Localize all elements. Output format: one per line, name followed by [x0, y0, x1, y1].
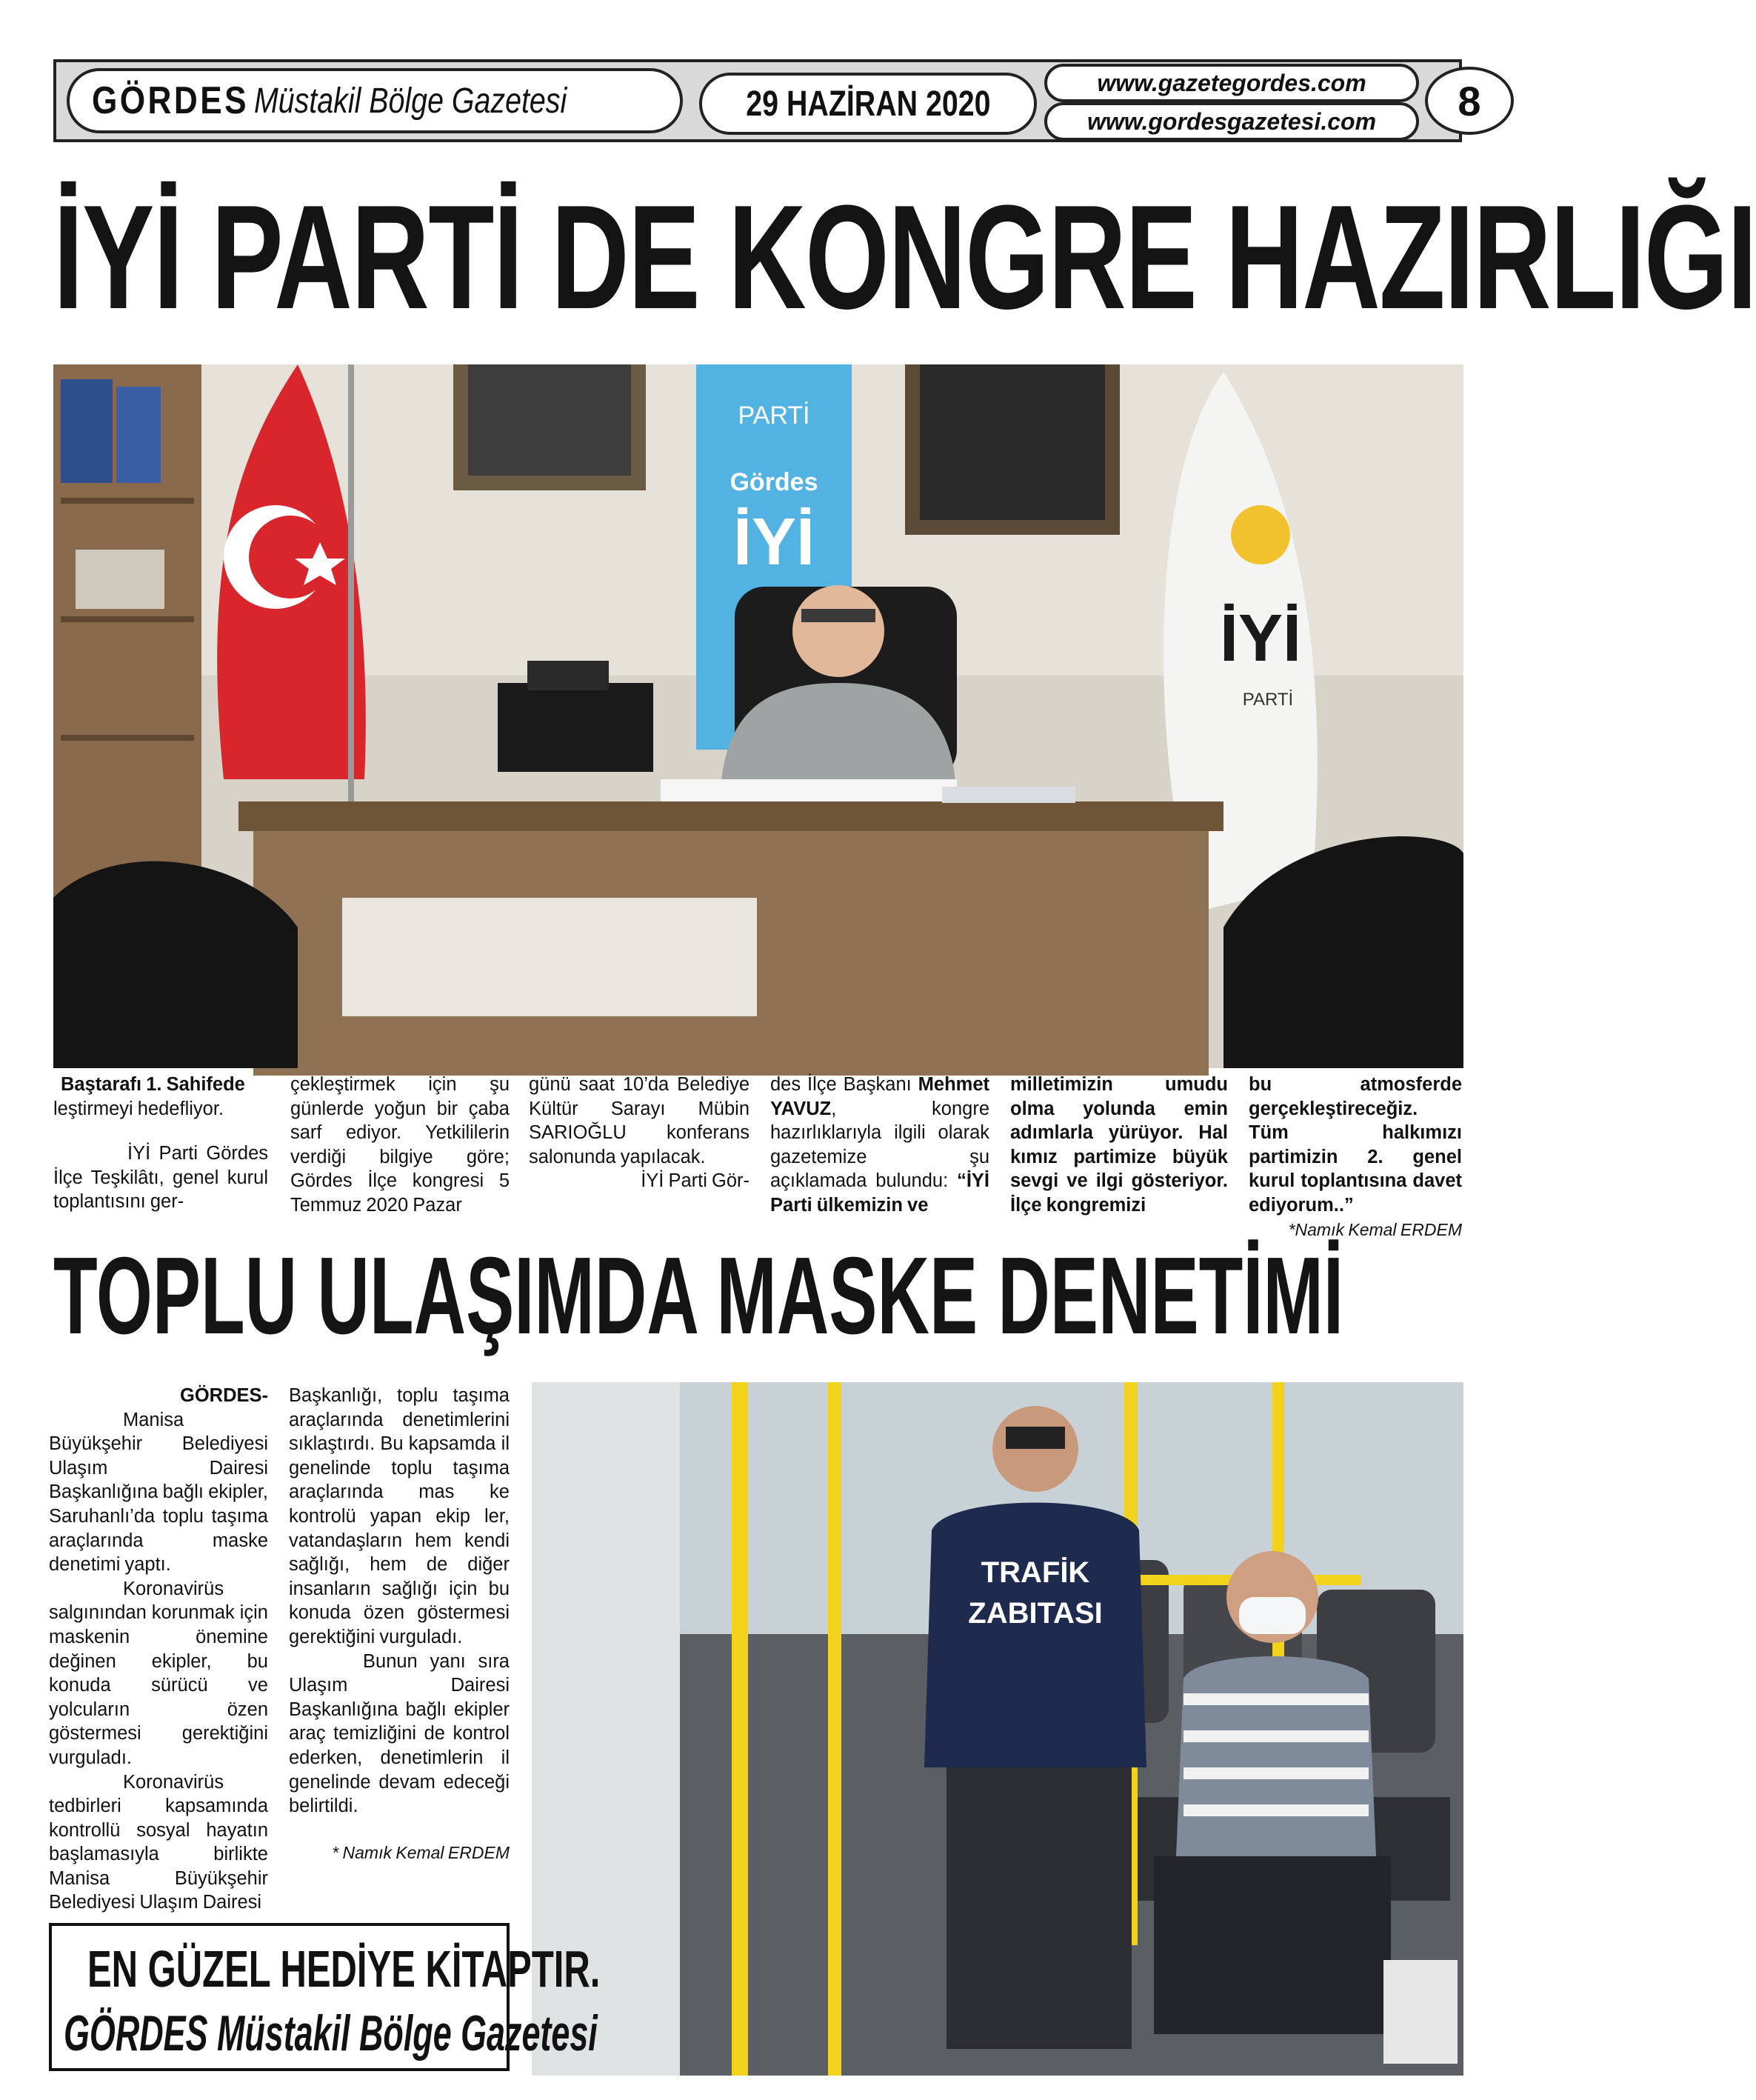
- photo-bus-inspection: [532, 1382, 1463, 2076]
- article1-col4-quote: “İYİ Parti ülkemizin ve: [770, 1170, 989, 1216]
- paper-name-strong: GÖRDES: [92, 79, 249, 122]
- promo-box: [49, 1923, 601, 2071]
- article2-col2-p1: Başkanlığı, toplu taşıma araçlarında denetimlerini sıklaştırdı. Bu kapsamda il genelinde toplu taşıma araçlarında mas ke kontrolü yapan ekip ler, vatandaşların hem kendi sağlığı, hem de diğer insanların sağlığı için bu konuda özen göstermesi gerektiğini vurguladı.: [289, 1385, 510, 1647]
- article2-credit: * Namık Kemal ERDEM: [332, 1842, 510, 1862]
- website-1: www.gazetegordes.com: [1097, 69, 1366, 96]
- vest-text-1: TRAFİK: [981, 1556, 1090, 1589]
- article1-col5-text: milletimizin umudu olma yolunda emin adımlarla yürüyor. Hal kımız partimize büyük sevgi ve ilgi gösteriyor. İlçe kongremizi: [1010, 1074, 1228, 1216]
- article2-col2: [289, 1384, 510, 1864]
- banner-city-text: Gördes: [730, 468, 818, 496]
- article2-col1-p2: Koronavirüs salgınından korunmak için maskenin önemine değinen ekipler, bu konuda sürücü ve yolcuların özen göstermesi gerektiğini vurguladı.: [49, 1578, 268, 1768]
- flag-sub-text: PARTİ: [1242, 690, 1294, 710]
- website-pill-2: [1044, 102, 1419, 141]
- article1-col4-text: [770, 1073, 989, 1218]
- article1-col6-text: bu atmosferde gerçekleştireceğiz. Tüm halkımızı partimizin 2. genel kurul toplantısına davet ediyorum..”: [1249, 1074, 1462, 1216]
- paper-name-rest: Müstakil Bölge Gazetesi: [254, 81, 567, 121]
- article2-col2-p2: Bunun yanı sıra Ulaşım Dairesi Başkanlığına bağlı ekipler araç temizliğini de kontrol ederken, denetimlerin il genelinde devam edeceği belirtildi.: [289, 1650, 510, 1817]
- website-pill-1: [1044, 64, 1419, 102]
- banner-parti-text: PARTİ: [738, 401, 810, 430]
- page-number: 8: [1458, 77, 1481, 124]
- office-illustration: [53, 364, 1463, 1068]
- chairman-name: Mehmet YAVUZ: [770, 1074, 989, 1119]
- article1-col4-b: , kongre hazırlıklarıyla ilgili olarak gazetemize şu açıklamada bulundu:: [770, 1098, 989, 1192]
- bus-illustration: [532, 1382, 1463, 2076]
- article2-col1-p1: Manisa Büyükşehir Belediyesi Ulaşım Dairesi Başkanlığına bağlı ekipler, Saruhanlı’da toplu taşıma araçlarında maske denetimi yaptı.: [49, 1409, 268, 1576]
- article1-col2-text: çekleştirmek için şu günlerde yoğun bir çaba sarf ediyor. Yetkililerin verdiği bilgiye göre; Gördes İlçe kongresi 5 Temmuz 2020 Pazar: [290, 1074, 510, 1216]
- article1-col1: [53, 1073, 268, 1214]
- article1-col4-a: des İlçe Başkanı: [770, 1074, 918, 1095]
- issue-date: 29 HAZİRAN 2020: [745, 84, 991, 124]
- article1-col6: [1249, 1073, 1462, 1241]
- article2-col1: [49, 1384, 268, 1915]
- article1-col3-text: günü saat 10’da Belediye Kültür Sarayı Mübin SARIOĞLU konferans salonunda yapılacak.: [529, 1074, 750, 1167]
- headline-maske: TOPLU ULAŞIMDA MASKE DENETİMİ: [53, 1235, 1343, 1357]
- banner-logo-text: İYİ: [732, 505, 815, 579]
- article1-col1-text2: İYİ Parti Gördes İlçe Teşkilâtı, genel kurul toplantısını ger-: [53, 1143, 268, 1213]
- vest-text-2: ZABITASI: [968, 1597, 1103, 1630]
- article1-col4: [770, 1073, 989, 1218]
- article1-col1-text: leştirmeyi hedefliyor.: [53, 1098, 224, 1119]
- article1-credit: *Namık Kemal ERDEM: [1288, 1219, 1462, 1239]
- flag-logo-text: İYİ: [1219, 601, 1302, 676]
- page-number-circle: [1425, 67, 1514, 135]
- article1-col5: [1010, 1073, 1228, 1218]
- headline-kongre: İYİ PARTİ DE KONGRE HAZIRLIĞI: [53, 175, 1756, 340]
- photo-party-office: [53, 364, 1463, 1068]
- promo-paper-name: GÖRDES Müstakil Bölge Gazetesi: [64, 2005, 598, 2061]
- article1-col3-text2: İYİ Parti Gör-: [641, 1170, 750, 1192]
- article1-col3: [529, 1073, 750, 1193]
- dateline: GÖRDES-: [179, 1385, 268, 1406]
- masthead: [53, 59, 1481, 142]
- paper-name-pill: [67, 68, 683, 133]
- date-pill: [699, 73, 1037, 135]
- promo-slogan: EN GÜZEL HEDİYE KİTAPTIR.: [87, 1940, 601, 1998]
- article2-col1-p3: Koronavirüs tedbirleri kapsamında kontrollü sosyal hayatın başlamasıyla birlikte Manisa Büyükşehir Belediyesi Ulaşım Dairesi: [49, 1771, 268, 1913]
- article1-col2: [290, 1073, 510, 1218]
- website-2: www.gordesgazetesi.com: [1086, 107, 1377, 135]
- continuation-note: Baştarafı 1. Sahifede: [61, 1074, 245, 1095]
